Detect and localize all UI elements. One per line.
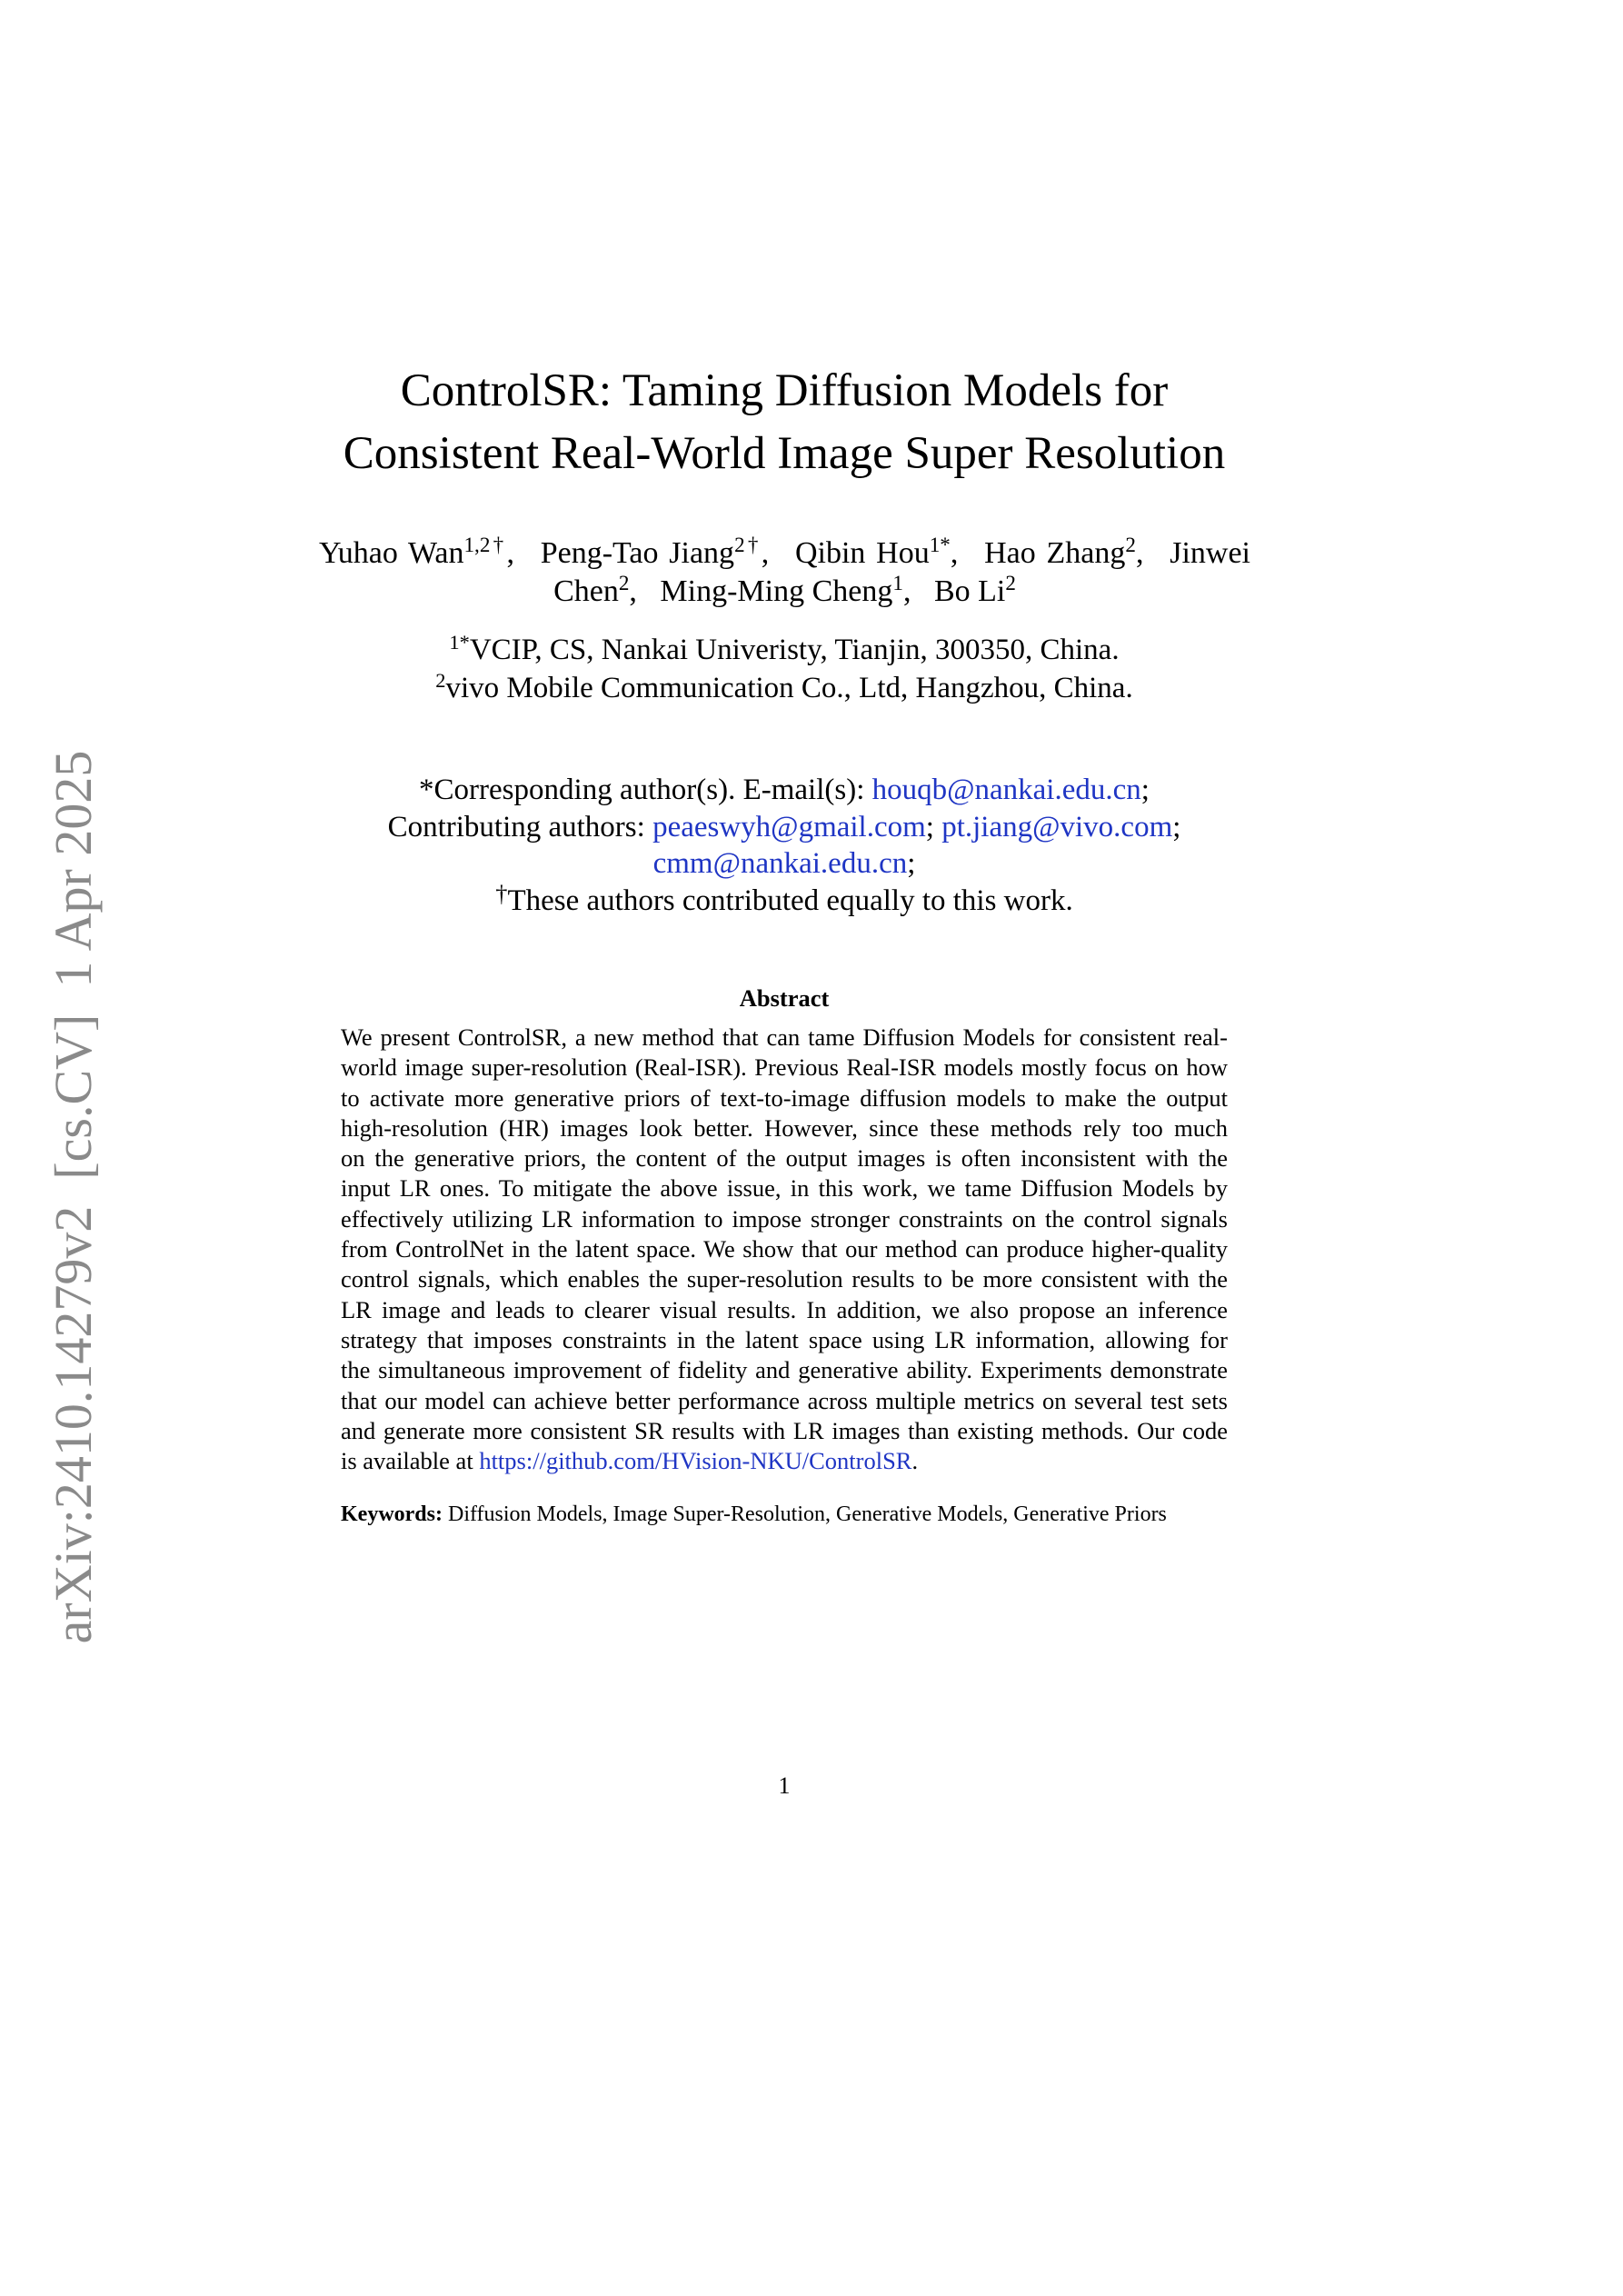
author-affiliation-mark: 2 xyxy=(1005,572,1016,596)
abstract-line: on the generative priors, the content of the output images is often inconsistent with the xyxy=(341,1144,1228,1173)
affiliation-2 xyxy=(341,669,1228,707)
email-separator: ; xyxy=(1172,810,1181,844)
author-affiliation-mark: 1 xyxy=(892,572,903,596)
affiliation-text: VCIP, CS, Nankai Univeristy, Tianjin, 300350, China. xyxy=(469,634,1120,666)
keywords xyxy=(341,1499,1228,1530)
abstract-line: high-resolution (HR) images look better. However, since these methods rely too much xyxy=(341,1113,1228,1142)
author-name: Chen xyxy=(553,574,619,608)
abstract-line: world image super-resolution (Real-ISR). Previous Real-ISR models mostly focus on how xyxy=(341,1053,1228,1082)
abstract-body xyxy=(341,1023,1228,1476)
affiliation-mark: 2 xyxy=(435,668,446,692)
email-link[interactable]: houqb@nankai.edu.cn xyxy=(871,774,1141,806)
author-line xyxy=(319,534,1250,573)
corresponding-author-line xyxy=(341,772,1228,809)
affiliation-mark: 1* xyxy=(449,630,470,654)
paper-title xyxy=(341,360,1228,485)
email-link[interactable]: cmm@nankai.edu.cn xyxy=(652,847,908,881)
author-line xyxy=(319,573,1250,611)
author-affiliation-mark: 1,2† xyxy=(463,534,507,558)
email-separator: ; xyxy=(925,810,934,844)
author-name: Qibin Hou xyxy=(794,536,930,570)
author-name: Yuhao Wan xyxy=(319,536,464,570)
equal-contribution-note xyxy=(341,879,1228,920)
code-repository-link[interactable]: https://github.com/HVision-NKU/ControlSR xyxy=(479,1447,912,1475)
email-link[interactable]: peaeswyh@gmail.com xyxy=(652,810,926,844)
email-link[interactable]: pt.jiang@vivo.com xyxy=(941,810,1173,844)
contributing-authors-line xyxy=(341,809,1228,846)
author-name: Peng-Tao Jiang xyxy=(540,536,735,570)
email-separator: ; xyxy=(907,847,916,881)
author-separator: , xyxy=(506,536,514,570)
abstract-line: effectively utilizing LR information to impose stronger constraints on the control signals xyxy=(341,1204,1228,1233)
author-separator: , xyxy=(629,574,637,608)
email-separator: ; xyxy=(1140,774,1150,806)
page-number: 1 xyxy=(778,1772,791,1799)
author-name: Jinwei xyxy=(1170,536,1250,570)
abstract-line: from ControlNet in the latent space. We show that our method can produce higher-quality xyxy=(341,1235,1228,1263)
keywords-label: Keywords: xyxy=(341,1502,443,1526)
title-line: Consistent Real-World Image Super Resolution xyxy=(343,428,1226,479)
code-availability-text: is available at xyxy=(341,1447,473,1475)
abstract-line: the simultaneous improvement of fidelity and generative ability. Experiments demonstrate xyxy=(341,1356,1228,1384)
author-name: Bo Li xyxy=(933,574,1006,608)
author-separator: , xyxy=(902,574,911,608)
dagger-mark: † xyxy=(495,879,508,907)
keywords-text: Diffusion Models, Image Super-Resolution, Generative Models, Generative Priors xyxy=(447,1502,1167,1526)
author-separator: , xyxy=(950,536,959,570)
abstract-line: and generate more consistent SR results with LR images than existing methods. Our code xyxy=(341,1416,1228,1444)
equal-contribution-text: These authors contributed equally to this work. xyxy=(507,884,1073,918)
correspondence-block xyxy=(341,772,1228,920)
corresponding-label: *Corresponding author(s). E-mail(s): xyxy=(419,774,865,806)
arxiv-stamp: arXiv:2410.14279v2 [cs.CV] 1 Apr 2025 xyxy=(44,750,103,1644)
author-affiliation-mark: 2 xyxy=(618,572,630,596)
abstract-line: that our model can achieve better performance across multiple metrics on several test sets xyxy=(341,1386,1228,1414)
title-line: ControlSR: Taming Diffusion Models for xyxy=(400,365,1169,416)
affiliation-text: vivo Mobile Communication Co., Ltd, Hangzhou, China. xyxy=(445,672,1133,704)
contributing-label: Contributing authors: xyxy=(387,810,645,844)
affiliation-list xyxy=(341,631,1228,707)
affiliation-1 xyxy=(341,631,1228,669)
author-affiliation-mark: 2† xyxy=(734,534,762,558)
author-separator: , xyxy=(1135,536,1144,570)
author-affiliation-mark: 2 xyxy=(1125,534,1136,558)
author-list xyxy=(319,534,1250,611)
author-name: Ming-Ming Cheng xyxy=(660,574,893,608)
abstract-heading: Abstract xyxy=(739,984,830,1012)
contributing-authors-line-2 xyxy=(341,845,1228,883)
author-affiliation-mark: 1* xyxy=(929,534,951,558)
abstract-line: input LR ones. To mitigate the above issue, in this work, we tame Diffusion Models by xyxy=(341,1174,1228,1203)
author-name: Hao Zhang xyxy=(984,536,1126,570)
abstract-line: to activate more generative priors of text-to-image diffusion models to make the output xyxy=(341,1083,1228,1112)
abstract-line: LR image and leads to clearer visual results. In addition, we also propose an inference xyxy=(341,1295,1228,1323)
abstract-line: control signals, which enables the super-resolution results to be more consistent with the xyxy=(341,1265,1228,1293)
abstract-line: strategy that imposes constraints in the latent space using LR information, allowing for xyxy=(341,1325,1228,1353)
sentence-end: . xyxy=(911,1447,919,1475)
abstract-line: We present ControlSR, a new method that can tame Diffusion Models for consistent real- xyxy=(341,1023,1228,1051)
author-separator: , xyxy=(761,536,770,570)
abstract-last-line xyxy=(341,1446,1228,1476)
